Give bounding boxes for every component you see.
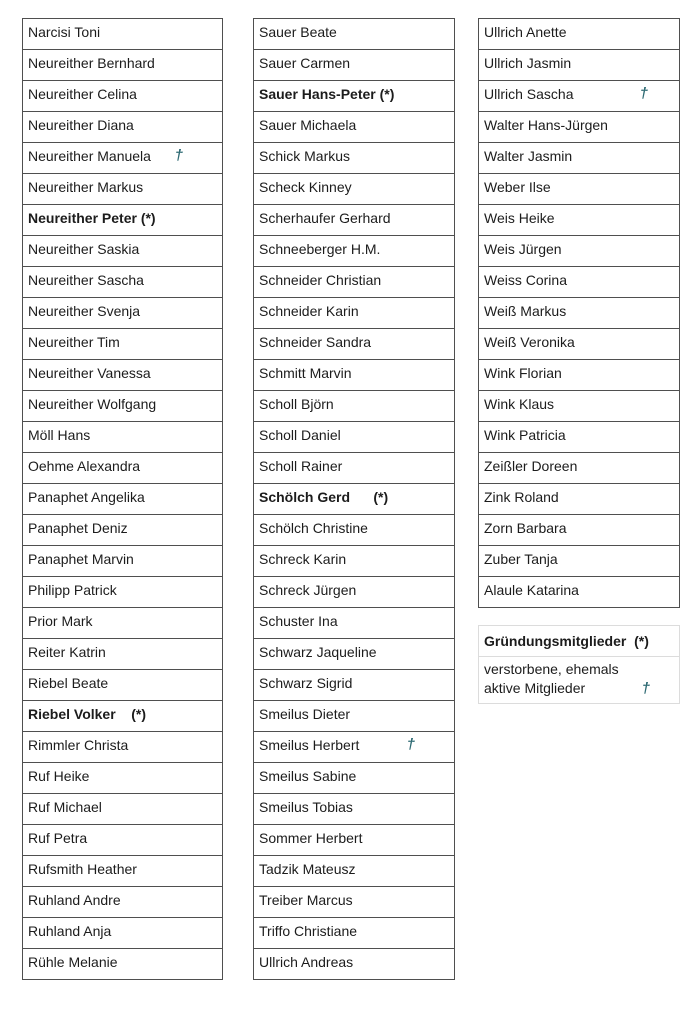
member-cell [22,607,223,639]
member-name: Rimmler Christa [28,737,129,753]
member-cell [22,297,223,329]
member-cell [478,111,680,143]
legend-deceased-text [484,660,619,698]
member-cell [253,793,455,825]
member-cell [22,638,223,670]
member-name: Weis Heike [484,210,555,226]
member-column-3 [478,18,680,704]
member-cell [22,111,223,143]
member-name: Panaphet Marvin [28,551,134,567]
member-name: Riebel Beate [28,675,109,691]
legend-deceased [479,657,679,703]
legend-founders: Gründungsmitglieder (*) [479,626,679,657]
member-cell [22,793,223,825]
member-name: Zink Roland [484,489,559,505]
member-cell [22,18,223,50]
member-name: Wink Florian [484,365,562,381]
member-cell [22,390,223,422]
member-name: Schneider Karin [259,303,359,319]
member-name: Neureither Wolfgang [28,396,157,412]
member-name: Smeilus Herbert [259,737,360,753]
member-cell [253,483,455,515]
member-name: Ullrich Anette [484,24,567,40]
member-name: Ullrich Jasmin [484,55,572,71]
member-name: Wink Klaus [484,396,555,412]
member-name: Neureither Bernhard [28,55,155,71]
member-cell [478,142,680,174]
member-cell [253,607,455,639]
member-name: Ullrich Sascha [484,86,574,102]
member-cell [22,700,223,732]
member-name: Smeilus Tobias [259,799,353,815]
member-name: Schreck Jürgen [259,582,357,598]
member-cell [253,235,455,267]
member-name: Tadzik Mateusz [259,861,356,877]
member-name: Neureither Svenja [28,303,141,319]
member-cell [22,80,223,112]
member-cell [253,452,455,484]
member-cell [253,266,455,298]
member-cell [22,731,223,763]
member-name: Ullrich Andreas [259,954,354,970]
member-cell [22,762,223,794]
member-name: Neureither Vanessa [28,365,151,381]
dagger-icon: † [406,736,415,753]
member-name: Schick Markus [259,148,351,164]
member-cell [478,235,680,267]
member-name: Weiß Veronika [484,334,575,350]
member-name: Riebel Volker (*) [28,706,146,722]
member-cell [253,49,455,81]
member-name: Oehme Alexandra [28,458,141,474]
member-name: Scheck Kinney [259,179,352,195]
member-name: Zorn Barbara [484,520,567,536]
member-cell [253,421,455,453]
member-cell [478,173,680,205]
member-name: Scherhaufer Gerhard [259,210,391,226]
member-name: Smeilus Dieter [259,706,351,722]
member-cell [478,297,680,329]
member-cell [22,235,223,267]
member-cell [478,18,680,50]
member-name: Sauer Beate [259,24,337,40]
member-name: Neureither Peter (*) [28,210,156,226]
member-name: Schneeberger H.M. [259,241,381,257]
member-name: Walter Jasmin [484,148,573,164]
member-name: Rühle Melanie [28,954,118,970]
member-cell [253,638,455,670]
member-name: Ruf Michael [28,799,102,815]
member-cell [478,359,680,391]
member-cell [253,886,455,918]
member-name: Schölch Gerd (*) [259,489,389,505]
member-cell [253,545,455,577]
member-name: Schreck Karin [259,551,347,567]
member-cell [22,173,223,205]
member-cell [253,948,455,980]
member-name: Neureither Sascha [28,272,144,288]
member-name: Sommer Herbert [259,830,363,846]
member-name: Smeilus Sabine [259,768,357,784]
member-cell [22,142,223,174]
member-cell [478,545,680,577]
member-name: Zuber Tanja [484,551,558,567]
member-name: Treiber Marcus [259,892,353,908]
member-cell [253,855,455,887]
member-cell [478,421,680,453]
member-name: Weiss Corina [484,272,567,288]
member-name: Narcisi Toni [28,24,101,40]
member-name: Schwarz Sigrid [259,675,353,691]
member-name: Schneider Sandra [259,334,372,350]
dagger-icon: † [641,680,650,697]
member-cell [253,917,455,949]
member-name: Alaule Katarina [484,582,579,598]
member-name: Zeißler Doreen [484,458,578,474]
member-cell [478,483,680,515]
member-name: Ruhland Andre [28,892,121,908]
member-cell [253,390,455,422]
member-name: Reiter Katrin [28,644,106,660]
member-cell [253,204,455,236]
member-cell [253,142,455,174]
member-name: Panaphet Angelika [28,489,145,505]
member-name: Prior Mark [28,613,93,629]
member-cell [22,514,223,546]
member-name: Ruf Heike [28,768,90,784]
member-name: Neureither Manuela [28,148,151,164]
member-cell [478,328,680,360]
member-cell [22,576,223,608]
member-cell [253,576,455,608]
member-rows-3 [478,18,680,608]
member-cell [22,266,223,298]
member-name: Neureither Tim [28,334,120,350]
member-name: Sauer Michaela [259,117,357,133]
member-column-2 [253,18,455,980]
member-cell [478,266,680,298]
member-name: Sauer Hans-Peter (*) [259,86,395,102]
member-name: Schneider Christian [259,272,382,288]
member-name: Weis Jürgen [484,241,562,257]
member-cell [22,824,223,856]
member-cell [22,545,223,577]
member-cell [253,328,455,360]
member-cell [22,328,223,360]
member-cell [22,204,223,236]
member-column-1 [22,18,223,980]
member-cell [22,359,223,391]
legend-deceased-line2: aktive Mitglieder [484,680,586,696]
member-cell [22,49,223,81]
member-cell [253,669,455,701]
member-name: Neureither Celina [28,86,137,102]
member-cell [478,204,680,236]
member-cell [478,390,680,422]
member-cell [253,762,455,794]
member-cell [22,483,223,515]
member-name: Ruf Petra [28,830,88,846]
member-cell [22,948,223,980]
member-name: Panaphet Deniz [28,520,128,536]
member-cell [253,297,455,329]
member-name: Schölch Christine [259,520,368,536]
member-name: Weber Ilse [484,179,551,195]
member-name: Schuster Ina [259,613,338,629]
member-cell [253,18,455,50]
member-cell [478,80,680,112]
member-cell [22,886,223,918]
legend [478,625,680,704]
dagger-icon: † [174,147,183,164]
member-name: Walter Hans-Jürgen [484,117,608,133]
member-cell [253,111,455,143]
member-rows-1 [22,18,223,980]
member-name: Scholl Björn [259,396,334,412]
member-name: Wink Patricia [484,427,566,443]
member-cell [253,731,455,763]
member-name: Ruhland Anja [28,923,112,939]
member-name: Sauer Carmen [259,55,351,71]
member-name: Neureither Saskia [28,241,140,257]
member-cell [253,80,455,112]
member-name: Scholl Rainer [259,458,343,474]
member-cell [22,452,223,484]
member-cell [22,421,223,453]
member-cell [253,700,455,732]
member-cell [478,576,680,608]
member-name: Rufsmith Heather [28,861,137,877]
member-cell [22,917,223,949]
member-name: Möll Hans [28,427,91,443]
member-name: Neureither Diana [28,117,134,133]
member-cell [22,669,223,701]
member-name: Schwarz Jaqueline [259,644,377,660]
member-cell [253,173,455,205]
member-cell [478,514,680,546]
member-name: Schmitt Marvin [259,365,352,381]
member-name: Philipp Patrick [28,582,117,598]
dagger-icon: † [639,85,648,102]
member-cell [253,514,455,546]
member-rows-2 [253,18,455,980]
member-cell [478,452,680,484]
member-name: Triffo Christiane [259,923,358,939]
member-cell [22,855,223,887]
member-cell [253,359,455,391]
member-cell [253,824,455,856]
legend-deceased-line1: verstorbene, ehemals [484,661,619,677]
member-name: Neureither Markus [28,179,144,195]
member-name: Weiß Markus [484,303,567,319]
member-name: Scholl Daniel [259,427,341,443]
member-cell [478,49,680,81]
